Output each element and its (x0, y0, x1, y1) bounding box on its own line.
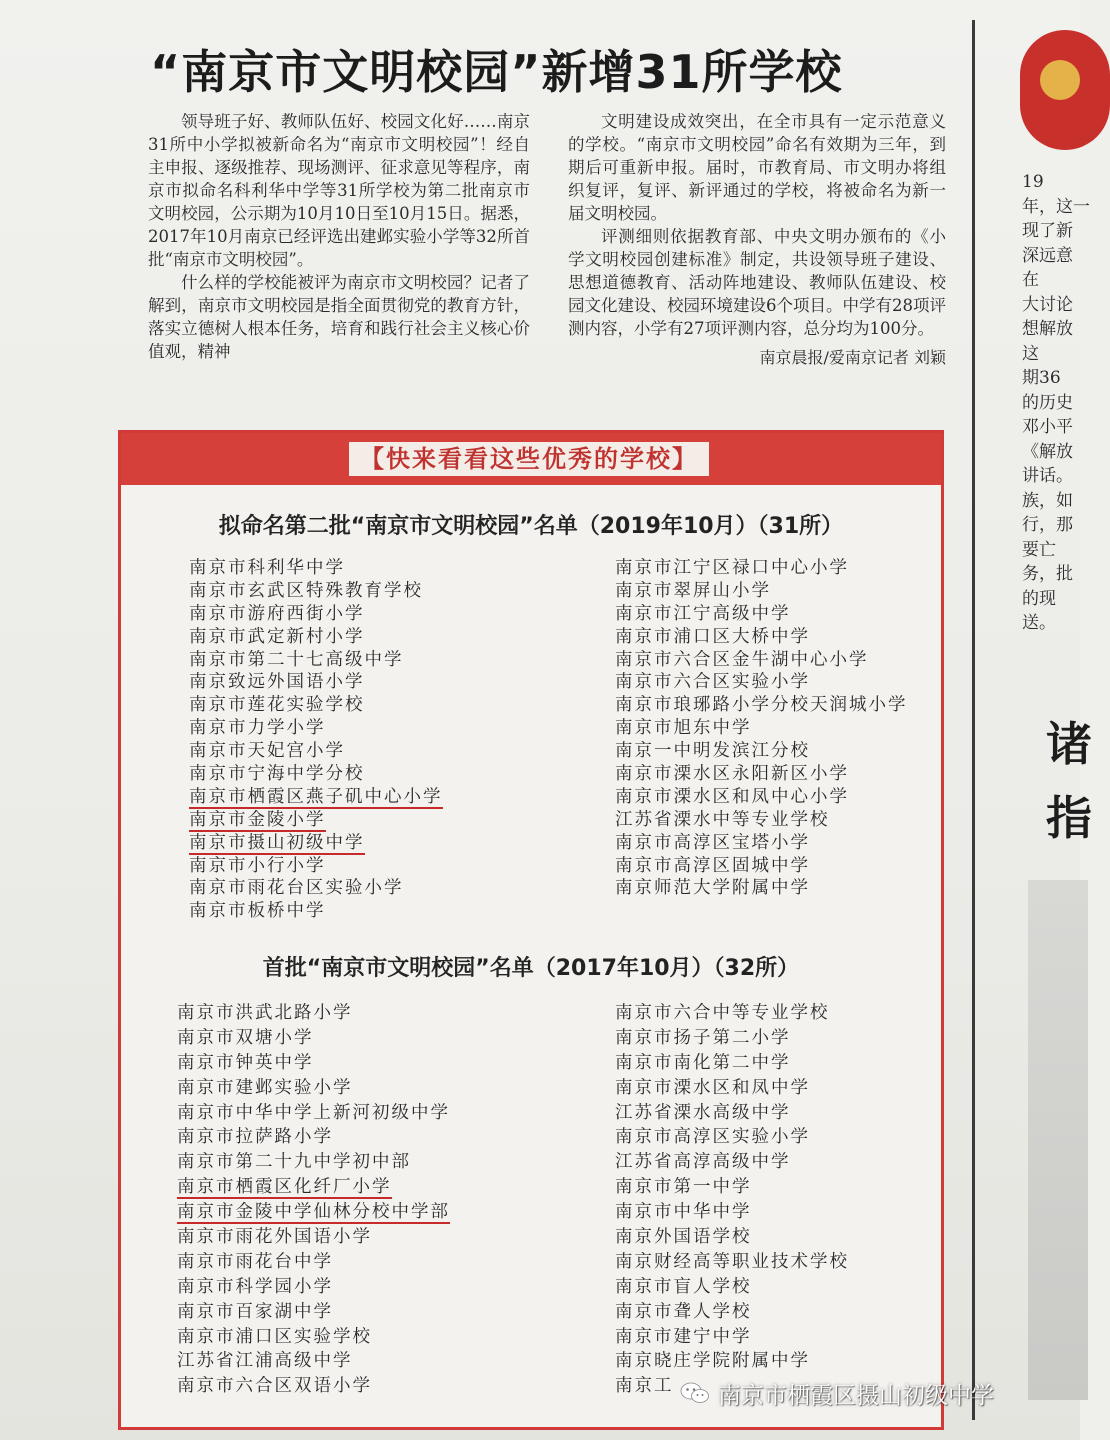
school-name: 南京市科学园小学 (177, 1276, 333, 1297)
article-paragraph: 评测细则依据教育部、中央文明办颁布的《小学文明校园创建标准》制定，共设领导班子建设、思想道德教育、活动阵地建设、教师队伍建设、校园文化建设、校园环境建设6个项目。中学有28项评测内容，小学有27项评测内容，总分均为100分。 (568, 227, 946, 338)
school-list-item (177, 1125, 450, 1150)
school-name: 南京市六合区金牛湖中心小学 (615, 649, 869, 670)
adjacent-text-line: 送。 (1022, 613, 1056, 633)
school-name: 南京市板桥中学 (189, 901, 326, 922)
school-list-item (177, 1026, 450, 1051)
school-name: 南京市建邺实验小学 (177, 1077, 353, 1098)
school-list-item (189, 580, 443, 603)
school-list-item (615, 649, 908, 672)
school-list-item (189, 855, 443, 878)
school-name: 南京市江宁高级中学 (615, 603, 791, 624)
school-name: 南京市高淳区固城中学 (615, 855, 810, 876)
school-name: 南京市江宁区禄口中心小学 (615, 558, 849, 578)
list-2017-title: 首批“南京市文明校园”名单（2017年10月）（32所） (262, 956, 800, 981)
box-banner (121, 433, 941, 485)
school-list-item (177, 1200, 450, 1225)
adjacent-text-line: 大讨论 (1022, 294, 1073, 315)
school-name: 南京市拉萨路小学 (177, 1127, 333, 1148)
adjacent-text-line: 现了新 (1022, 221, 1073, 241)
school-name: 南京市溧水区和凤中学 (615, 1077, 810, 1098)
school-list-item (177, 1349, 450, 1374)
school-name: 南京市摄山初级中学 (189, 832, 365, 853)
school-name: 南京工 (615, 1376, 674, 1397)
school-list-item (615, 1300, 849, 1325)
school-name: 南京市第二十七高级中学 (189, 649, 404, 670)
list-2019-title: 拟命名第二批“南京市文明校园”名单（2019年10月）（31所） (218, 514, 844, 539)
school-name: 南京市雨花外国语小学 (177, 1227, 372, 1248)
school-name: 南京市六合区双语小学 (177, 1376, 372, 1397)
school-name: 南京市建宁中学 (615, 1326, 752, 1347)
school-list-item (189, 763, 443, 786)
article-column-2 (568, 110, 946, 369)
headline: “南京市文明校园”新增31所学校 (150, 45, 843, 99)
adjacent-text-line: 19 (1022, 172, 1044, 192)
adjacent-text-line: 《解放 (1022, 441, 1073, 462)
adjacent-text-line: 期36 (1022, 368, 1061, 388)
school-list-item (177, 1101, 450, 1126)
school-name: 南京市聋人学校 (615, 1301, 752, 1322)
school-name: 南京市旭东中学 (615, 718, 752, 739)
school-list-item (615, 1026, 849, 1051)
school-list-item (615, 1275, 849, 1300)
school-name: 南京市高淳区宝塔小学 (615, 832, 810, 853)
adjacent-text-line: 行，那 (1022, 515, 1073, 535)
decorative-ornament-center (1040, 60, 1080, 100)
school-name: 南京市盲人学校 (615, 1276, 752, 1297)
article-paragraph: 领导班子好、教师队伍好、校园文化好……南京31所中小学拟被新命名为“南京市文明校园”！经自主申报、逐级推荐、现场测评、征求意见等程序，南京市拟命名科利华中学等31所学校为第二批南京市文明校园，公示期为10月10日至10月15日。据悉，2017年10月南京已经评选出建邺实验小学等32所首批“南京市文明校园”。 (148, 112, 530, 269)
adjacent-text-line: 务，批 (1022, 564, 1073, 584)
school-name: 南京市六合区实验小学 (615, 672, 810, 693)
school-name: 江苏省溧水高级中学 (615, 1102, 791, 1123)
school-list-item (615, 1101, 849, 1126)
school-list-item (189, 809, 443, 832)
school-list-item (615, 717, 908, 740)
school-name: 南京市六合中等专业学校 (615, 1003, 830, 1023)
school-list-item (177, 1225, 450, 1250)
adjacent-text-line: 想解放 (1022, 319, 1073, 339)
school-list-item (615, 786, 908, 809)
school-list-item (615, 763, 908, 786)
school-list-item (615, 832, 908, 855)
school-list-item (177, 1374, 450, 1399)
adjacent-text-line: 邓小平 (1022, 417, 1073, 437)
watermark-text: 南京市栖霞区摄山初级中学 (718, 1382, 994, 1409)
school-name: 南京市玄武区特殊教育学校 (189, 580, 423, 601)
school-list-item (615, 694, 908, 717)
school-list-item (615, 603, 908, 626)
list-2017-left (177, 1001, 450, 1399)
adjacent-text-line: 这 (1022, 343, 1039, 364)
school-name: 南京市溧水区和凤中心小学 (615, 786, 849, 807)
school-list-item (189, 877, 443, 900)
school-name: 南京晓庄学院附属中学 (615, 1351, 810, 1372)
school-list-item (615, 1150, 849, 1175)
adjacent-text-line: 年，这一 (1022, 196, 1090, 217)
list-2019-left (189, 557, 443, 923)
school-name: 南京市溧水区永阳新区小学 (615, 764, 849, 785)
school-list-item (189, 626, 443, 649)
school-name: 南京市扬子第二小学 (615, 1027, 791, 1048)
school-list-item (615, 1200, 849, 1225)
column-divider (972, 20, 975, 1420)
school-list-item (615, 1076, 849, 1101)
school-list-item (615, 1225, 849, 1250)
school-list-item (189, 649, 443, 672)
school-list-item (189, 671, 443, 694)
school-name: 南京市洪武北路小学 (177, 1003, 353, 1023)
school-list-item (615, 671, 908, 694)
school-name: 南京市力学小学 (189, 718, 326, 739)
school-list-item (177, 1300, 450, 1325)
school-name: 南京市天妃宫小学 (189, 741, 345, 762)
school-list-item (177, 1250, 450, 1275)
school-list-item (615, 1250, 849, 1275)
school-name: 南京市宁海中学分校 (189, 764, 365, 785)
banner-title: 【快来看看这些优秀的学校】 (349, 442, 709, 476)
adjacent-text-line: 在 (1022, 270, 1039, 290)
school-list-item (189, 694, 443, 717)
article-column-1 (148, 110, 530, 363)
adjacent-article-text (1022, 170, 1090, 636)
adjacent-text-line: 的历史 (1022, 392, 1073, 413)
article-paragraph: 文明建设成效突出，在全市具有一定示范意义的学校。“南京市文明校园”命名有效期为三年，到期后可重新申报。届时，市教育局、市文明办将组织复评，复评、新评通过的学校，将被命名为新一届文明校园。 (568, 112, 946, 223)
adjacent-text-line: 深远意 (1022, 245, 1073, 266)
school-name: 江苏省江浦高级中学 (177, 1351, 353, 1372)
school-list-item (177, 1150, 450, 1175)
school-list-item (177, 1001, 450, 1026)
school-list-item (615, 877, 908, 900)
school-name: 南京市莲花实验学校 (189, 695, 365, 716)
school-list-item (615, 1001, 849, 1026)
school-list-item (177, 1051, 450, 1076)
school-list-item (615, 1175, 849, 1200)
school-name: 江苏省溧水中等专业学校 (615, 809, 830, 830)
list-2017-right (615, 1001, 849, 1399)
adjacent-text-line: 讲话。 (1022, 466, 1073, 486)
school-name: 南京市雨花台中学 (177, 1251, 333, 1272)
adjacent-photo (1028, 880, 1088, 1400)
school-list-item (189, 740, 443, 763)
school-name: 南京外国语学校 (615, 1227, 752, 1248)
school-name: 南京市南化第二中学 (615, 1052, 791, 1073)
adjacent-headline-char: 指 (1046, 791, 1092, 845)
school-list-item (189, 786, 443, 809)
school-name: 南京致远外国语小学 (189, 672, 365, 693)
school-name: 南京财经高等职业技术学校 (615, 1251, 849, 1272)
school-list-item (615, 1125, 849, 1150)
school-list-item (189, 900, 443, 923)
school-name: 南京市钟英中学 (177, 1052, 314, 1073)
school-name: 南京市中华中学上新河初级中学 (177, 1102, 450, 1123)
school-name: 南京市第二十九中学初中部 (177, 1152, 411, 1173)
school-name: 南京市琅琊路小学分校天润城小学 (615, 695, 908, 716)
adjacent-text-line: 族，如 (1022, 490, 1073, 511)
school-name: 南京市浦口区实验学校 (177, 1326, 372, 1347)
school-name: 南京师范大学附属中学 (615, 878, 810, 899)
school-list-item (615, 1349, 849, 1374)
school-list-item (189, 832, 443, 855)
school-list-item (177, 1076, 450, 1101)
school-list-item (615, 1325, 849, 1350)
school-list-item (615, 855, 908, 878)
article-paragraph: 什么样的学校能被评为南京市文明校园？记者了解到，南京市文明校园是指全面贯彻党的教育方针，落实立德树人根本任务，培育和践行社会主义核心价值观，精神 (148, 273, 530, 361)
school-list-item (177, 1175, 450, 1200)
school-name: 南京市栖霞区燕子矶中心小学 (189, 786, 443, 807)
school-name: 南京市双塘小学 (177, 1027, 314, 1048)
school-list-item (189, 557, 443, 580)
school-list-item (189, 603, 443, 626)
wechat-icon (680, 1381, 710, 1405)
byline: 南京晨报/爱南京记者 刘颖 (759, 348, 946, 367)
school-name: 南京市科利华中学 (189, 558, 345, 578)
school-name: 南京市雨花台区实验小学 (189, 878, 404, 899)
school-name: 南京市翠屏山小学 (615, 580, 771, 601)
school-name: 南京市游府西街小学 (189, 603, 365, 624)
school-name: 南京市高淳区实验小学 (615, 1127, 810, 1148)
school-name: 南京市浦口区大桥中学 (615, 626, 810, 647)
school-list-item (615, 809, 908, 832)
school-name: 南京市武定新村小学 (189, 626, 365, 647)
adjacent-article-strip (980, 0, 1092, 1440)
school-list-item (615, 740, 908, 763)
school-list-item (189, 717, 443, 740)
school-name: 南京一中明发滨江分校 (615, 741, 810, 762)
school-list-box (118, 430, 944, 1430)
school-name: 南京市金陵中学仙林分校中学部 (177, 1202, 450, 1223)
school-list-item (615, 580, 908, 603)
school-list-item (615, 557, 908, 580)
adjacent-text-line: 的现 (1022, 588, 1056, 609)
wechat-watermark (680, 1376, 994, 1410)
school-name: 南京市栖霞区化纤厂小学 (177, 1177, 392, 1198)
school-list-item (177, 1275, 450, 1300)
school-name: 南京市小行小学 (189, 855, 326, 876)
school-name: 南京市金陵小学 (189, 809, 326, 830)
adjacent-text-line: 要亡 (1022, 539, 1056, 560)
school-name: 江苏省高淳高级中学 (615, 1152, 791, 1173)
school-list-item (177, 1325, 450, 1350)
adjacent-headline-char: 诸 (1046, 717, 1092, 771)
school-name: 南京市第一中学 (615, 1177, 752, 1198)
school-list-item (615, 626, 908, 649)
list-2019-right (615, 557, 908, 900)
school-name: 南京市中华中学 (615, 1202, 752, 1223)
school-name: 南京市百家湖中学 (177, 1301, 333, 1322)
school-list-item (615, 1051, 849, 1076)
